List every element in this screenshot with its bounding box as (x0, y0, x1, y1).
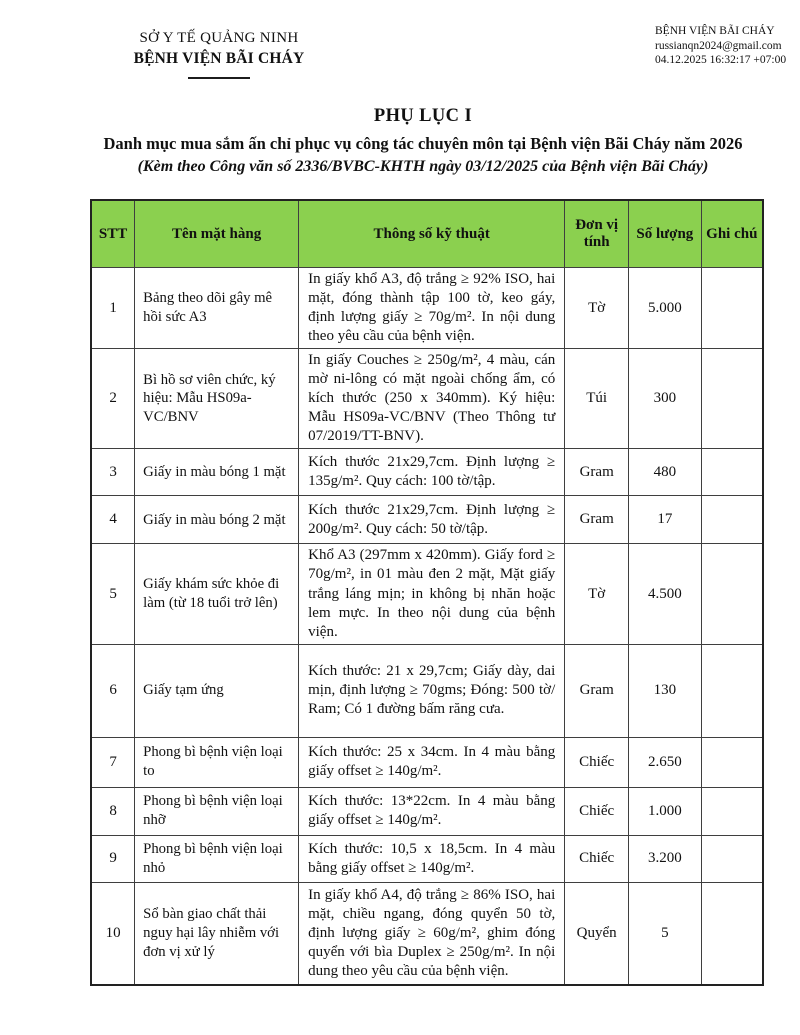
cell-stt: 6 (91, 644, 135, 737)
cell-stt: 1 (91, 268, 135, 349)
digital-signature-stamp (655, 24, 795, 68)
cell-specs: In giấy Couches ≥ 250g/m², 4 màu, cán mờ ni-lông có mặt ngoài chống ẩm, có kích thước (250 x 340mm). Ký hiệu: Mẫu HS09a-VC/BNV (Theo Thông tư 07/2019/TT-BNV). (299, 349, 565, 449)
cell-quantity: 4.500 (629, 544, 702, 644)
cell-unit: Tờ (565, 544, 629, 644)
cell-specs: Kích thước: 25 x 34cm. In 4 màu bằng giấy offset ≥ 140g/m². (299, 737, 565, 787)
cell-item-name: Phong bì bệnh viện loại to (135, 737, 299, 787)
table-row (91, 544, 763, 644)
table-row (91, 787, 763, 835)
letterhead-department: SỞ Y TẾ QUẢNG NINH (139, 30, 299, 46)
cell-specs: Kích thước: 10,5 x 18,5cm. In 4 màu bằng giấy offset ≥ 140g/m². (299, 835, 565, 882)
cell-specs: Kích thước 21x29,7cm. Định lượng ≥ 200g/m². Quy cách: 50 tờ/tập. (299, 496, 565, 544)
cell-unit: Túi (565, 349, 629, 449)
cell-unit: Tờ (565, 268, 629, 349)
cell-note (701, 835, 763, 882)
letterhead-hospital: BỆNH VIỆN BÃI CHÁY (133, 50, 305, 67)
cell-stt: 2 (91, 349, 135, 449)
cell-note (701, 496, 763, 544)
cell-stt: 8 (91, 787, 135, 835)
cell-quantity: 2.650 (629, 737, 702, 787)
cell-item-name: Phong bì bệnh viện loại nhỡ (135, 787, 299, 835)
stamp-datetime: 04.12.2025 16:32:17 +07:00 (655, 54, 787, 67)
col-header-note: Ghi chú (701, 200, 763, 268)
cell-stt: 5 (91, 544, 135, 644)
cell-unit: Gram (565, 449, 629, 496)
col-header-item-name: Tên mặt hàng (135, 200, 299, 268)
cell-stt: 10 (91, 882, 135, 985)
table-row (91, 449, 763, 496)
cell-specs: In giấy khổ A3, độ trắng ≥ 92% ISO, hai mặt, đóng thành tập 100 tờ, keo gáy, định lượng giấy ≥ 70g/m². In nội dung theo yêu cầu của bệnh viện. (299, 268, 565, 349)
table-row (91, 496, 763, 544)
cell-item-name: Giấy tạm ứng (135, 644, 299, 737)
procurement-table (90, 199, 764, 986)
cell-stt: 7 (91, 737, 135, 787)
page-subtitle: Danh mục mua sắm ấn chỉ phục vụ công tác chuyên môn tại Bệnh viện Bãi Cháy năm 2026 (103, 134, 743, 153)
page-title: PHỤ LỤC I (373, 106, 473, 126)
cell-note (701, 882, 763, 985)
cell-stt: 9 (91, 835, 135, 882)
cell-note (701, 787, 763, 835)
table-row (91, 737, 763, 787)
col-header-stt: STT (91, 200, 135, 268)
cell-stt: 4 (91, 496, 135, 544)
cell-unit: Chiếc (565, 787, 629, 835)
table-row (91, 268, 763, 349)
cell-stt: 3 (91, 449, 135, 496)
col-header-specs: Thông số kỹ thuật (299, 200, 565, 268)
cell-quantity: 300 (629, 349, 702, 449)
col-header-quantity: Số lượng (629, 200, 702, 268)
cell-item-name: Bì hồ sơ viên chức, ký hiệu: Mẫu HS09a-VC/BNV (135, 349, 299, 449)
cell-quantity: 5 (629, 882, 702, 985)
cell-specs: Kích thước: 13*22cm. In 4 màu bằng giấy offset ≥ 140g/m². (299, 787, 565, 835)
cell-item-name: Phong bì bệnh viện loại nhỏ (135, 835, 299, 882)
cell-specs: In giấy khổ A4, độ trắng ≥ 86% ISO, hai mặt, chiều ngang, đóng quyển 50 tờ, định lượng giấy ≥ 60g/m², ghim đóng quyển với bìa Duplex ≥ 250g/m². In nội dung theo yêu cầu của bệnh viện. (299, 882, 565, 985)
cell-note (701, 644, 763, 737)
cell-note (701, 737, 763, 787)
cell-unit: Quyển (565, 882, 629, 985)
title-block (40, 106, 800, 176)
cell-unit: Gram (565, 644, 629, 737)
letterhead (118, 30, 320, 79)
cell-item-name: Sổ bàn giao chất thải nguy hại lây nhiễm với đơn vị xử lý (135, 882, 299, 985)
table-header-row (91, 200, 763, 268)
stamp-hospital-name: BỆNH VIỆN BÃI CHÁY (655, 25, 775, 37)
cell-unit: Chiếc (565, 737, 629, 787)
cell-quantity: 130 (629, 644, 702, 737)
cell-item-name: Giấy in màu bóng 2 mặt (135, 496, 299, 544)
col-header-unit: Đơn vị tính (565, 200, 629, 268)
table-row (91, 882, 763, 985)
cell-quantity: 3.200 (629, 835, 702, 882)
cell-specs: Kích thước 21x29,7cm. Định lượng ≥ 135g/m². Quy cách: 100 tờ/tập. (299, 449, 565, 496)
cell-quantity: 17 (629, 496, 702, 544)
cell-item-name: Bảng theo dõi gây mê hồi sức A3 (135, 268, 299, 349)
cell-note (701, 268, 763, 349)
cell-quantity: 480 (629, 449, 702, 496)
cell-specs: Kích thước: 21 x 29,7cm; Giấy dày, dai mịn, định lượng ≥ 70gms; Đóng: 500 tờ/ Ram; Có 1 đường bấm răng cưa. (299, 644, 565, 737)
cell-unit: Chiếc (565, 835, 629, 882)
cell-quantity: 5.000 (629, 268, 702, 349)
cell-note (701, 449, 763, 496)
cell-note (701, 349, 763, 449)
table-row (91, 835, 763, 882)
stamp-email: russianqn2024@gmail.com (655, 39, 782, 52)
procurement-table-wrapper (90, 199, 764, 986)
page-note: (Kèm theo Công văn số 2336/BVBC-KHTH ngày 03/12/2025 của Bệnh viện Bãi Cháy) (137, 158, 709, 175)
table-row (91, 644, 763, 737)
cell-item-name: Giấy in màu bóng 1 mặt (135, 449, 299, 496)
cell-item-name: Giấy khám sức khỏe đi làm (từ 18 tuổi trở lên) (135, 544, 299, 644)
letterhead-divider (188, 77, 250, 79)
table-row (91, 349, 763, 449)
cell-unit: Gram (565, 496, 629, 544)
cell-specs: Khổ A3 (297mm x 420mm). Giấy ford ≥ 70g/m², in 01 màu đen 2 mặt, Mặt giấy trắng láng mịn; in không bị nhăn hoặc lem mực. In theo nội dung của bệnh viện. (299, 544, 565, 644)
cell-note (701, 544, 763, 644)
cell-quantity: 1.000 (629, 787, 702, 835)
